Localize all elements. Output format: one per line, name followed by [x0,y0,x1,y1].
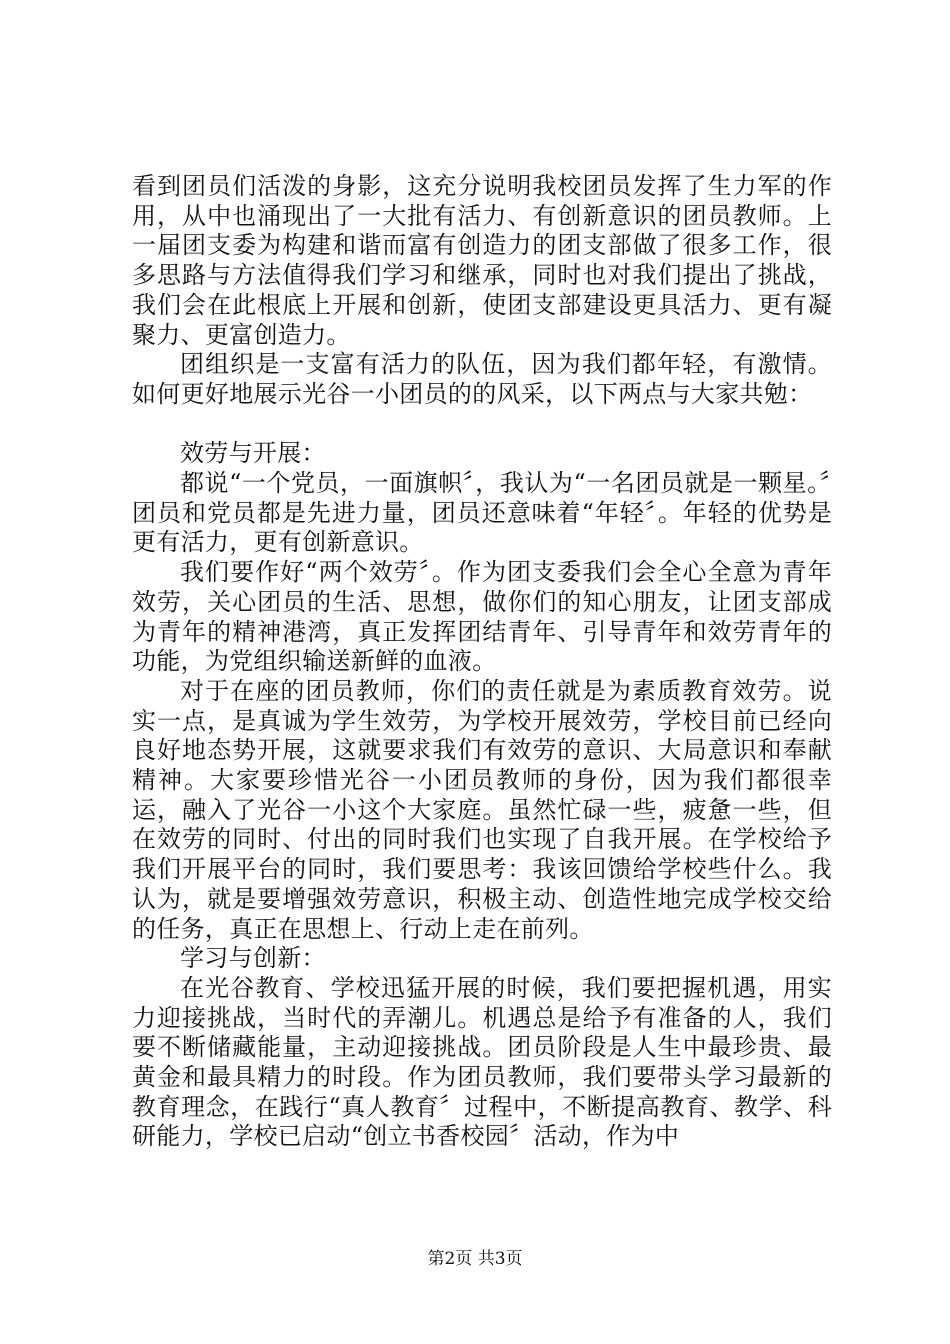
section-heading-service: 效劳与开展： [180,439,326,468]
page-footer: 第2页 共3页 [427,1249,523,1269]
section-heading-learning: 学习与创新： [180,944,326,973]
paragraph-2: 团组织是一支富有活力的队伍，因为我们都年轻，有激情。如何更好地展示光谷一小团员的的风采，以下两点与大家共勉： [132,350,832,408]
paragraph-5: 对于在座的团员教师，你们的责任就是为素质教育效劳。说实一点，是真诚为学生效劳，为学校开展效劳，学校目前已经向良好地态势开展，这就要求我们有效劳的意识、大局意识和奉献精神。大家要珍惜光谷一小团员教师的身份，因为我们都很幸运，融入了光谷一小这个大家庭。虽然忙碌一些，疲惫一些，但在效劳的同时、付出的同时我们也实现了自我开展。在学校给予我们开展平台的同时，我们要思考：我该回馈给学校些什么。我认为，就是要增强效劳意识，积极主动、创造性地完成学校交给的任务，真正在思想上、行动上走在前列。 [132,676,832,943]
paragraph-3: 都说“一个党员，一面旗帜〞，我认为“一名团员就是一颗星。〞团员和党员都是先进力量，团员还意味着“年轻〞。年轻的优势是更有活力，更有创新意识。 [132,469,832,557]
paragraph-1: 看到团员们活泼的身影，这充分说明我校团员发挥了生力军的作用，从中也涌现出了一大批有活力、有创新意识的团员教师。上一届团支委为构建和谐而富有创造力的团支部做了很多工作，很多思路与方法值得我们学习和继承，同时也对我们提出了挑战，我们会在此根底上开展和创新，使团支部建设更具活力、更有凝聚力、更富创造力。 [132,172,832,349]
paragraph-4: 我们要作好“两个效劳〞。作为团支委我们会全心全意为青年效劳，关心团员的生活、思想，做你们的知心朋友，让团支部成为青年的精神港湾，真正发挥团结青年、引导青年和效劳青年的功能，为党组织输送新鲜的血液。 [132,558,832,676]
document-body [132,172,832,1152]
paragraph-6: 在光谷教育、学校迅猛开展的时候，我们要把握机遇，用实力迎接挑战，当时代的弄潮儿。机遇总是给予有准备的人，我们要不断储藏能量，主动迎接挑战。团员阶段是人生中最珍贵、最黄金和最具精力的时段。作为团员教师，我们要带头学习最新的教育理念，在践行“真人教育〞过程中，不断提高教育、教学、科研能力，学校已启动“创立书香校园〞活动，作为中 [132,973,832,1151]
